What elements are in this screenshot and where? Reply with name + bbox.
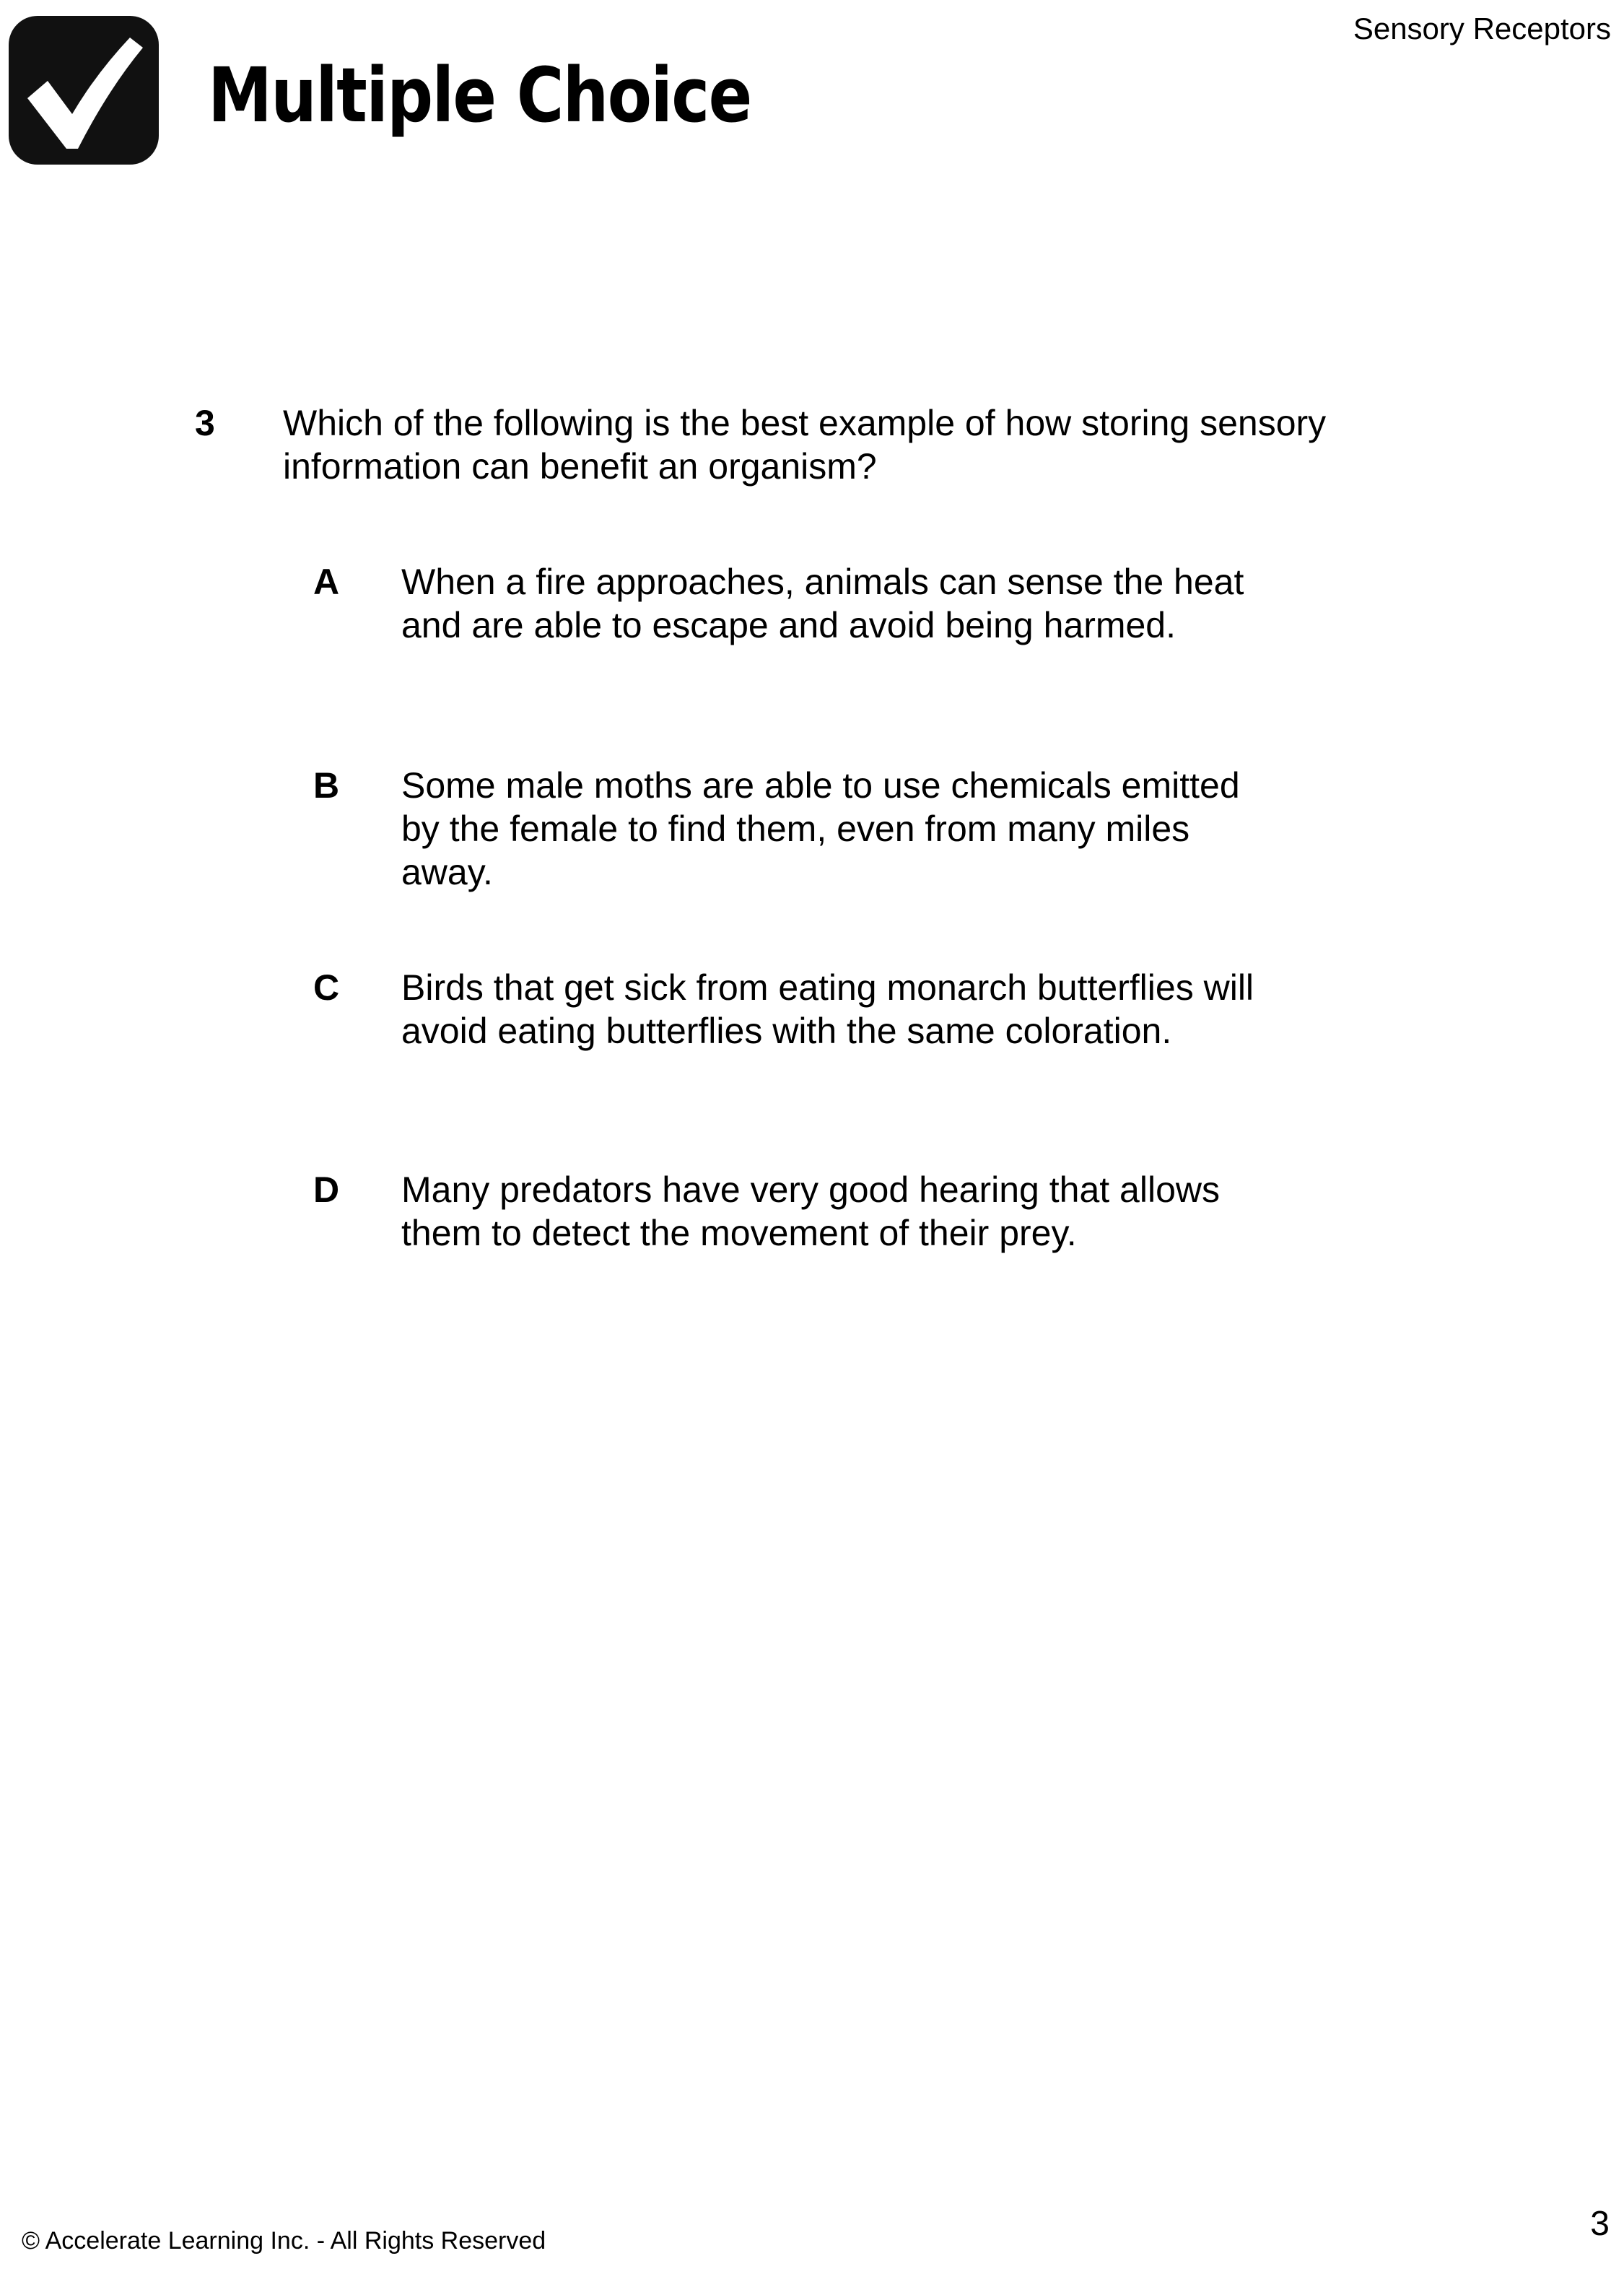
choice-text-c[interactable]: Birds that get sick from eating monarch butterflies will avoid eating butterflies with the same coloration. (401, 967, 1254, 1051)
choice-letter-b[interactable]: B (313, 765, 340, 806)
question-text: Which of the following is the best example of how storing sensory information can benefit an organism? (283, 403, 1327, 487)
checkmark-icon (6, 13, 162, 167)
page-number: 3 (1590, 2205, 1610, 2243)
choice-text-a[interactable]: When a fire approaches, animals can sense the heat and are able to escape and avoid being harmed. (401, 562, 1244, 645)
choice-letter-d[interactable]: D (313, 1169, 340, 1210)
choice-letter-a[interactable]: A (313, 562, 340, 602)
question-number: 3 (195, 403, 215, 443)
section-title: Multiple Choice (208, 51, 751, 139)
choice-letter-c[interactable]: C (313, 967, 340, 1008)
choice-text-d[interactable]: Many predators have very good hearing that allows them to detect the movement of their prey. (401, 1169, 1220, 1253)
choice-text-b[interactable]: Some male moths are able to use chemicals emitted by the female to find them, even from many miles away. (401, 765, 1240, 892)
header-topic: Sensory Receptors (1353, 12, 1611, 45)
footer-copyright: © Accelerate Learning Inc. - All Rights Reserved (22, 2227, 546, 2255)
